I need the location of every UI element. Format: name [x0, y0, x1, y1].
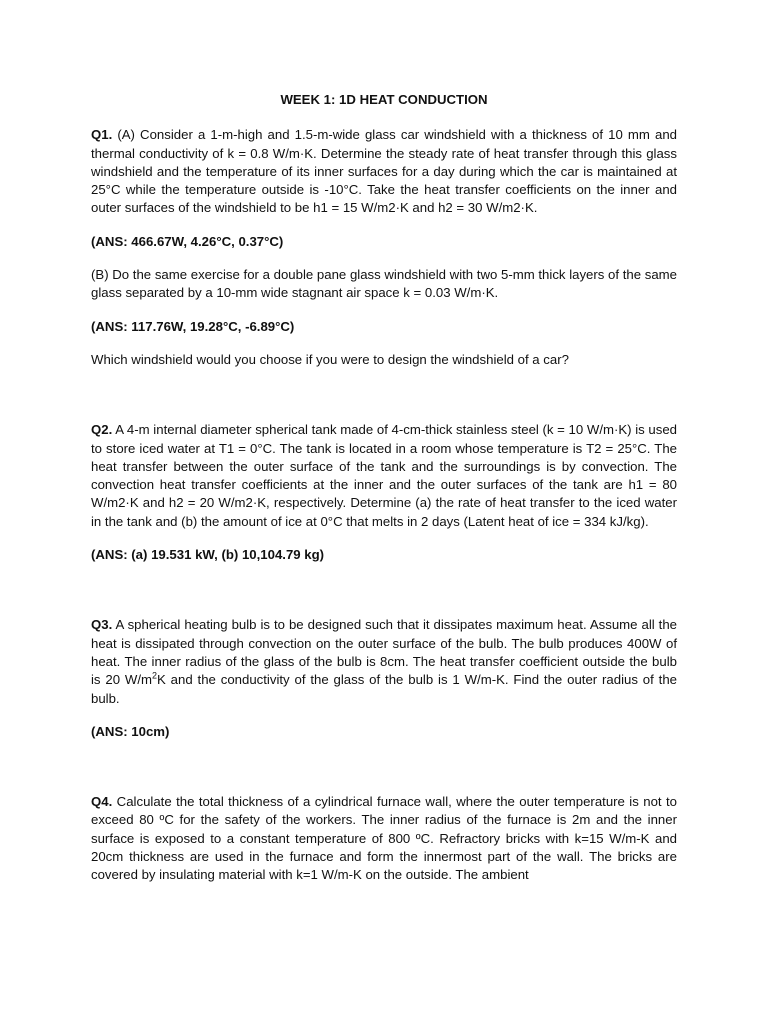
- q3-body-2: K and the conductivity of the glass of the bulb is 1 W/m-K. Find the outer radius of the bulb.: [91, 672, 677, 706]
- q1-part-b: (B) Do the same exercise for a double pane glass windshield with two 5-mm thick layers of the same glass separated by a 10-mm wide stagnant air space k = 0.03 W/m·K.: [91, 267, 677, 301]
- q2-answer: (ANS: (a) 19.531 kW, (b) 10,104.79 kg): [91, 547, 325, 563]
- q1-question: Which windshield would you choose if you were to design the windshield of a car?: [91, 351, 569, 367]
- q1-label: Q1.: [91, 127, 113, 143]
- q3-body-1: A spherical heating bulb is to be designed such that it dissipates maximum heat. Assume all the heat is dissipated through convection on the outer surface of the bulb. The bulb produces 400W of heat. The inner radius of the glass of the bulb is 8cm. The heat transfer coefficient outside the bulb is 20 W/m: [91, 617, 677, 688]
- q3-text: [91, 616, 677, 707]
- q4-body: Calculate the total thickness of a cylindrical furnace wall, where the outer temperature is not to exceed 80 ºC for the safety of the workers. The inner radius of the furnace is 2m and the inner surface is exposed to a constant temperature of 800 ºC. Refractory bricks with k=15 W/m-K and 20cm thickness are used in the furnace and form the innermost part of the wall. The bricks are covered by insulating material with k=1 W/m-K on the outside. The ambient: [91, 794, 677, 883]
- q3-superscript: 2: [152, 670, 158, 681]
- q2-body: A 4-m internal diameter spherical tank made of 4-cm-thick stainless steel (k = 10 W/m·K) is used to store iced water at T1 = 0°C. The tank is located in a room whose temperature is T2 = 25°C. The heat transfer between the outer surface of the tank and the surroundings is by convection. The convection heat transfer coefficients at the inner and the outer surfaces of the tank are h1 = 80 W/m2·K and h2 = 20 W/m2·K, respectively. Determine (a) the rate of heat transfer to the iced water in the tank and (b) the amount of ice at 0°C that melts in 2 days (Latent heat of ice = 334 kJ/kg).: [91, 422, 677, 529]
- q4-label: Q4.: [91, 794, 113, 810]
- q1-answer-a: (ANS: 466.67W, 4.26°C, 0.37°C): [91, 233, 284, 249]
- q4-text: [91, 793, 677, 884]
- document-page: [91, 91, 677, 885]
- q1-answer-b: (ANS: 117.76W, 19.28°C, -6.89°C): [91, 318, 295, 334]
- q2-label: Q2.: [91, 422, 113, 438]
- q3-label: Q3.: [91, 617, 113, 633]
- q3-answer: (ANS: 10cm): [91, 723, 170, 739]
- q1-part-a-text: (A) Consider a 1-m-high and 1.5-m-wide glass car windshield with a thickness of 10 mm and thermal conductivity of k = 0.8 W/m·K. Determine the steady rate of heat transfer through this glass windshield and the temperature of its inner surfaces for a day during which the car is maintained at 25°C while the temperature outside is -10°C. Take the heat transfer coefficients on the inner and outer surfaces of the windshield to be h1 = 15 W/m2·K and h2 = 30 W/m2·K.: [91, 127, 677, 216]
- q1-part-a: [91, 126, 677, 217]
- page-title: WEEK 1: 1D HEAT CONDUCTION: [280, 92, 488, 107]
- q2-text: [91, 421, 677, 531]
